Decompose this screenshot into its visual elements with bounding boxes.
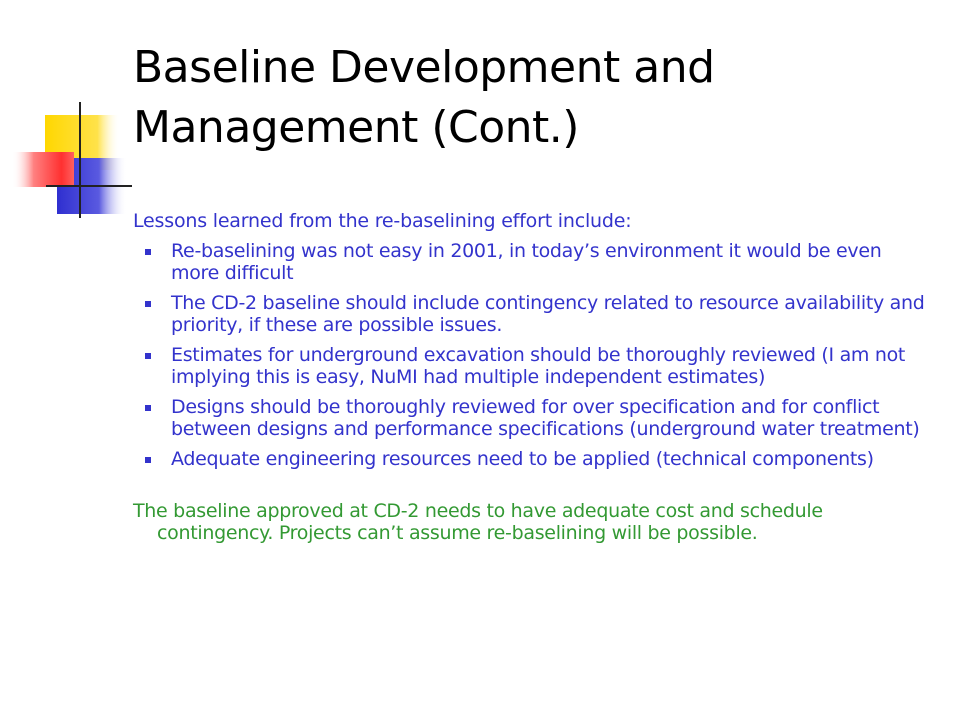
square-bullet-icon [145, 405, 151, 411]
bullet-item [133, 292, 933, 336]
bullet-text: Designs should be thoroughly reviewed for over specification and for conflict between designs and performance specifications (underground water treatment) [171, 396, 920, 440]
slide-title-line-1: Baseline Development and [133, 42, 715, 93]
intro-text: Lessons learned from the re-baselining effort include: [133, 210, 632, 232]
bullet-item [133, 344, 933, 388]
square-bullet-icon [145, 301, 151, 307]
bullet-list [133, 240, 933, 470]
square-bullet-icon [145, 457, 151, 463]
bullet-text: Re-baselining was not easy in 2001, in today’s environment it would be even more difficult [171, 240, 882, 284]
bullet-text: The CD-2 baseline should include contingency related to resource availability and priority, if these are possible issues. [171, 292, 925, 336]
bullet-text: Estimates for underground excavation should be thoroughly reviewed (I am not implying this is easy, NuMI had multiple independent estimates) [171, 344, 906, 388]
red-square [12, 152, 74, 187]
bullet-item [133, 396, 933, 440]
square-bullet-icon [145, 249, 151, 255]
square-bullet-icon [145, 353, 151, 359]
bullet-text: Adequate engineering resources need to be applied (technical components) [171, 448, 874, 470]
bullet-item [133, 448, 933, 470]
decorative-squares-graphic [0, 0, 140, 230]
slide-body [133, 210, 933, 544]
slide-title-line-2: Management (Cont.) [133, 102, 579, 153]
closing-statement: The baseline approved at CD-2 needs to have adequate cost and schedule contingency. Projects can’t assume re-baselining will be possible. [133, 500, 823, 544]
slide-title [133, 38, 933, 158]
bullet-item [133, 240, 933, 284]
